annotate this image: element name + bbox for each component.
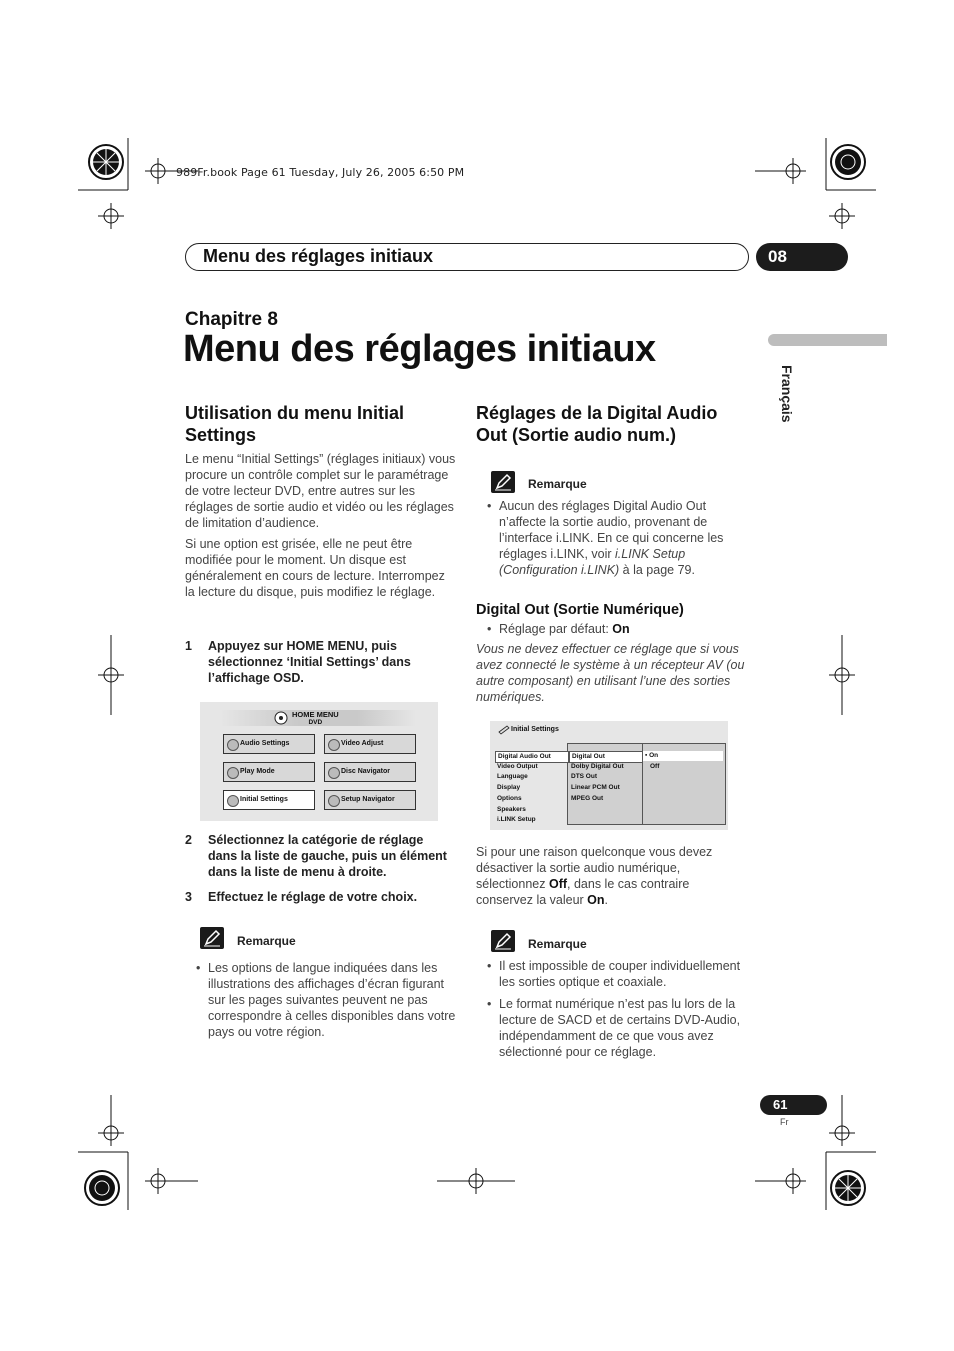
play-mode-icon <box>227 767 239 779</box>
step-1-text: Appuyez sur HOME MENU, puis sélectionnez ‘Initial Settings’ dans l’affichage OSD. <box>208 639 411 685</box>
step-1 <box>185 638 445 686</box>
video-adjust-label: Video Adjust <box>341 740 384 747</box>
initial-settings-icon <box>227 795 239 807</box>
page-number-badge: 61 <box>760 1095 827 1115</box>
item-dolby-digital-out[interactable]: Dolby Digital Out <box>571 763 624 770</box>
home-menu-subtitle: DVD <box>308 719 323 726</box>
digital-out-heading: Digital Out (Sortie Numérique) <box>476 602 684 618</box>
video-adjust-button[interactable] <box>324 734 416 754</box>
note1-tail: à la page 79. <box>619 563 695 577</box>
disc-icon <box>274 711 288 725</box>
item-dts-out[interactable]: DTS Out <box>571 773 597 780</box>
home-menu-osd <box>200 702 438 821</box>
home-menu-title-text: HOME MENU <box>292 710 339 719</box>
chapter-label: Chapitre 8 <box>185 309 278 330</box>
left-note-list <box>194 960 456 1046</box>
home-menu-title <box>292 711 339 727</box>
side-language-label: Français <box>779 365 795 423</box>
disc-navigator-icon <box>328 767 340 779</box>
ilink-reference[interactable]: i.LINK Setup (Configuration i.LINK) <box>499 547 686 577</box>
audio-settings-button[interactable] <box>223 734 315 754</box>
note-pencil-icon <box>491 930 515 952</box>
print-header: 989Fr.book Page 61 Tuesday, July 26, 2005 6:50 PM <box>176 166 465 179</box>
category-speakers[interactable]: Speakers <box>497 806 526 813</box>
disc-navigator-label: Disc Navigator <box>341 768 391 775</box>
item-mpeg-out[interactable]: MPEG Out <box>571 795 604 802</box>
default-setting-item <box>485 621 745 637</box>
value-on[interactable]: ▪ On <box>643 751 723 761</box>
off-value: Off <box>548 877 568 891</box>
category-video-output[interactable]: Video Output <box>497 763 538 770</box>
note1-text: Aucun des réglages Digital Audio Out n’affecte la sortie audio, provenant de l’interface i.LINK. En ce qui concerne les réglages i.LINK, voir <box>499 499 724 561</box>
item-linear-pcm-out[interactable]: Linear PCM Out <box>571 784 620 791</box>
video-adjust-icon <box>328 739 340 751</box>
off-text-a: Si pour une raison quelconque vous devez désactiver la sortie audio numérique, sélectionnez <box>476 845 713 891</box>
step-2-number: 2 <box>185 833 192 847</box>
header-title: Menu des réglages initiaux <box>203 246 434 266</box>
category-digital-audio-out[interactable]: Digital Audio Out <box>495 751 569 763</box>
step-2 <box>185 832 455 880</box>
setup-navigator-icon <box>328 795 340 807</box>
left-para-2: Si une option est grisée, elle ne peut être modifiée pour le moment. Un disque est généralement en cours de lecture. Interrompez la lecture du disque, puis modifiez le réglage. <box>185 537 445 599</box>
step-3 <box>185 889 455 905</box>
italic-instruction: Vous ne devez effectuer ce réglage que si vous avez connecté le système à un récepteur AV (ou autre composant) en utilisant l’une des sorties numériques. <box>476 642 745 704</box>
settings-icon <box>498 725 510 735</box>
left-note-item: • Les options de langue indiquées dans les illustrations des affichages d’écran figurant sur les pages suivantes peuvent ne pas correspondre à celles disponibles dans votre pays ou votre région. <box>194 960 456 1040</box>
step-3-number: 3 <box>185 890 192 904</box>
audio-settings-icon <box>227 739 239 751</box>
play-mode-button[interactable] <box>223 762 315 782</box>
page-language-code: Fr <box>780 1117 789 1127</box>
step-3-text: Effectuez le réglage de votre choix. <box>208 890 418 904</box>
note-pencil-icon <box>491 471 515 493</box>
left-column <box>185 402 457 600</box>
right-note-1-item <box>485 498 745 578</box>
initial-settings-label: Initial Settings <box>240 796 288 803</box>
off-text-c: . <box>604 893 609 907</box>
page-title: Menu des réglages initiaux <box>183 328 656 370</box>
note-pencil-icon <box>200 927 224 949</box>
right-note-2-item: • Le format numérique n’est pas lu lors de la lecture de SACD et de certains DVD-Audio, indépendamment de ce que vous avez sélectionné pour ce réglage. <box>485 996 747 1060</box>
initial-settings-osd <box>490 721 728 830</box>
item-digital-out[interactable]: Digital Out <box>569 751 643 763</box>
category-language[interactable]: Language <box>497 773 528 780</box>
default-prefix: Réglage par défaut: <box>499 622 613 636</box>
category-display[interactable]: Display <box>497 784 521 791</box>
audio-settings-label: Audio Settings <box>240 740 290 747</box>
right-note-2-item: • Il est impossible de couper individuellement les sorties optique et coaxiale. <box>485 958 747 990</box>
initial-settings-button[interactable] <box>223 790 315 810</box>
category-ilink-setup[interactable]: i.LINK Setup <box>497 816 536 823</box>
disc-navigator-button[interactable] <box>324 762 416 782</box>
step-1-number: 1 <box>185 639 192 653</box>
chapter-number-badge: 08 <box>756 243 848 271</box>
right-note-2-list <box>485 958 747 1066</box>
left-para-1: Le menu “Initial Settings” (réglages initiaux) vous procure un contrôle complet sur le paramétrage de votre lecteur DVD, entre autres sur les réglages de sortie audio et vidéo ou les réglages de limitation d’audience. <box>185 452 456 530</box>
play-mode-label: Play Mode <box>240 768 275 775</box>
default-setting-list <box>485 621 745 643</box>
right-note-1-list <box>485 498 745 584</box>
value-off[interactable]: Off <box>650 763 660 770</box>
right-note-1-label: Remarque <box>528 477 587 491</box>
right-note-2-label: Remarque <box>528 937 587 951</box>
initial-settings-osd-title: Initial Settings <box>511 726 559 733</box>
setup-navigator-button[interactable] <box>324 790 416 810</box>
default-value: On <box>612 622 630 636</box>
off-instruction <box>476 844 744 908</box>
step-2-text: Sélectionnez la catégorie de réglage dans la liste de gauche, puis un élément dans la liste de menu à droite. <box>208 833 447 879</box>
language-tab <box>768 334 887 346</box>
category-options[interactable]: Options <box>497 795 522 802</box>
setup-navigator-label: Setup Navigator <box>341 796 395 803</box>
off-text-b: , dans le cas contraire conservez la valeur <box>476 877 690 907</box>
on-value: On <box>587 893 605 907</box>
left-heading: Utilisation du menu Initial Settings <box>185 403 405 445</box>
value-on-label: On <box>649 752 659 759</box>
right-heading: Réglages de la Digital Audio Out (Sortie audio num.) <box>476 403 718 445</box>
left-note-label: Remarque <box>237 934 296 948</box>
